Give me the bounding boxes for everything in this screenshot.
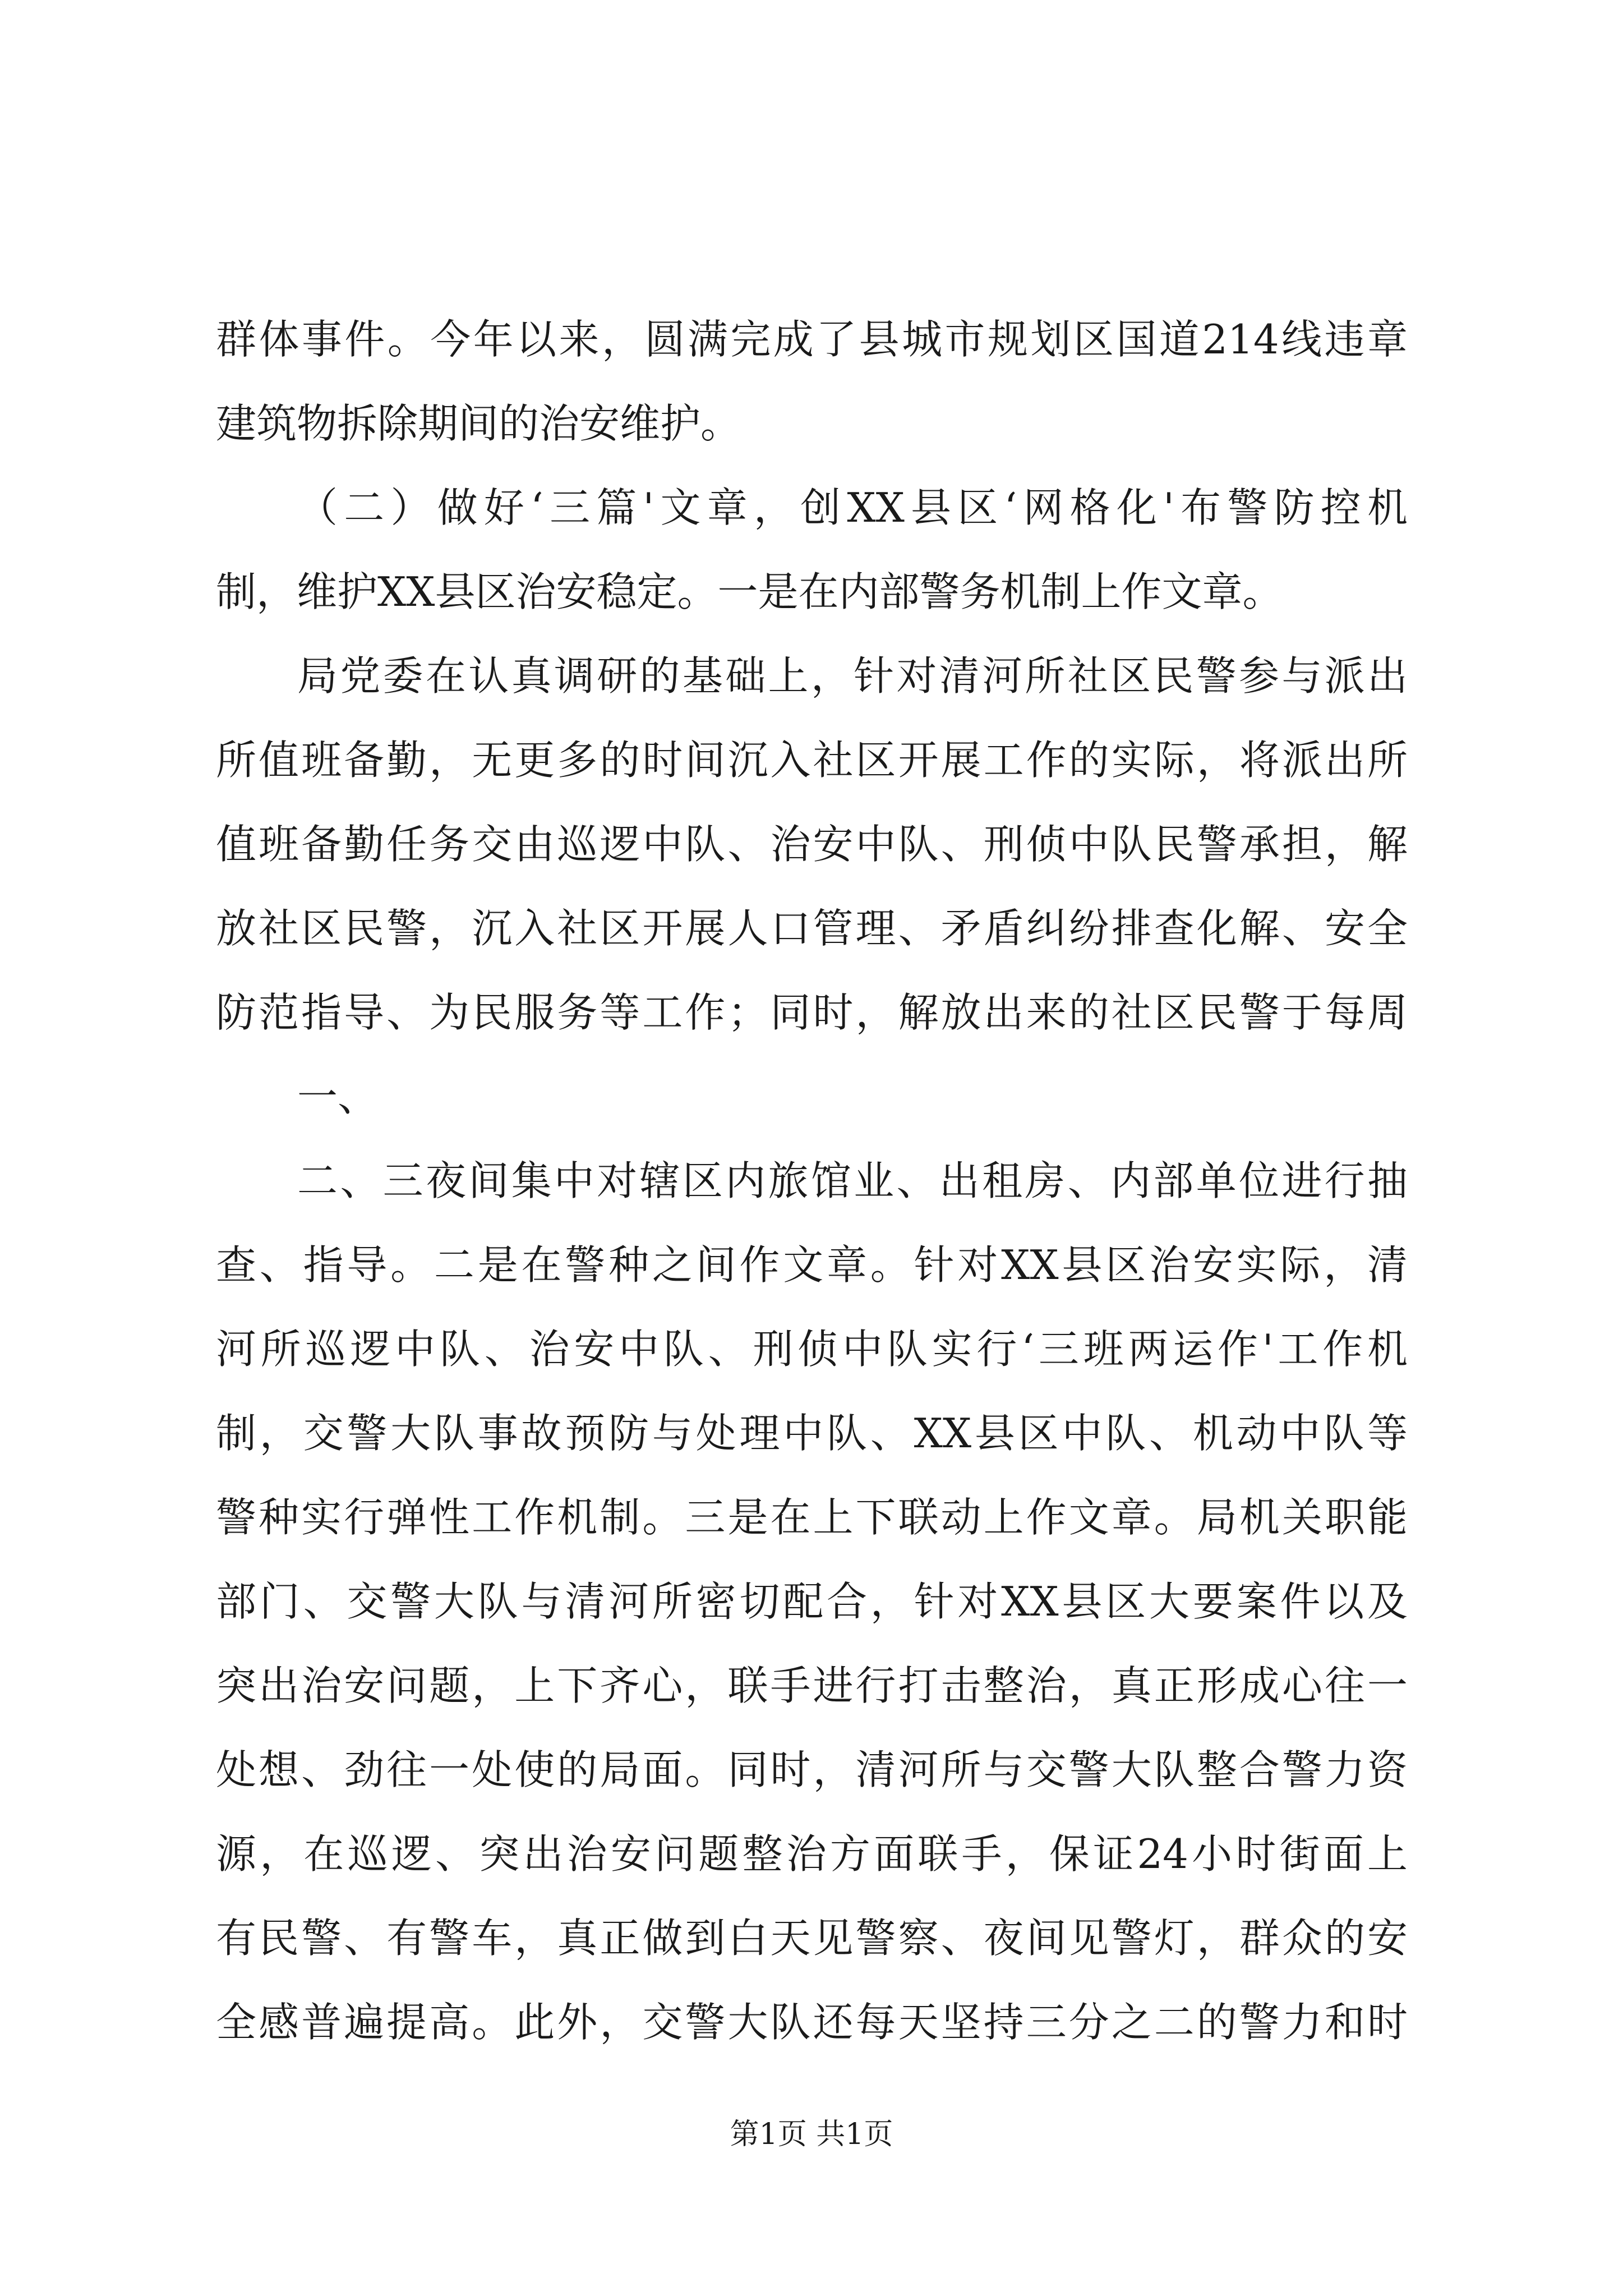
body-text <box>216 297 1408 2064</box>
text-line: 局党委在认真调研的基础上，针对清河所社区民警参与派出 <box>297 652 1408 700</box>
text-line: 部门、交警大队与清河所密切配合，针对XX县区大要案件以及 <box>216 1578 1408 1625</box>
text-line: 群体事件。今年以来，圆满完成了县城市规划区国道214线违章 <box>216 316 1408 363</box>
text-line: 突出治安问题，上下齐心，联手进行打击整治，真正形成心往一 <box>216 1662 1408 1709</box>
text-line: 全感普遍提高。此外，交警大队还每天坚持三分之二的警力和时 <box>216 1999 1408 2046</box>
text-line: （二）做好‘三篇'文章，创XX县区‘网格化'布警防控机 <box>297 484 1408 531</box>
text-line: 一、 <box>297 1073 379 1120</box>
text-line: 建筑物拆除期间的治安维护。 <box>216 400 741 447</box>
text-line: 有民警、有警车，真正做到白天见警察、夜间见警灯，群众的安 <box>216 1915 1408 1962</box>
text-line: 处想、劲往一处使的局面。同时，清河所与交警大队整合警力资 <box>216 1746 1408 1793</box>
text-line: 所值班备勤，无更多的时间沉入社区开展工作的实际，将派出所 <box>216 737 1408 784</box>
text-line: 放社区民警，沉入社区开展人口管理、矛盾纠纷排查化解、安全 <box>216 905 1408 952</box>
text-line: 制，维护XX县区治安稳定。一是在内部警务机制上作文章。 <box>216 568 1283 615</box>
text-line: 警种实行弹性工作机制。三是在上下联动上作文章。局机关职能 <box>216 1494 1408 1541</box>
text-line: 防范指导、为民服务等工作；同时，解放出来的社区民警于每周 <box>216 989 1408 1036</box>
text-line: 河所巡逻中队、治安中队、刑侦中队实行‘三班两运作'工作机 <box>216 1326 1408 1373</box>
text-line: 制，交警大队事故预防与处理中队、XX县区中队、机动中队等 <box>216 1410 1408 1457</box>
text-line: 源，在巡逻、突出治安问题整治方面联手，保证24小时街面上 <box>216 1830 1408 1878</box>
text-line: 查、指导。二是在警种之间作文章。针对XX县区治安实际，清 <box>216 1241 1408 1289</box>
text-line: 二、三夜间集中对辖区内旅馆业、出租房、内部单位进行抽 <box>297 1157 1408 1204</box>
text-line: 值班备勤任务交由巡逻中队、治安中队、刑侦中队民警承担，解 <box>216 821 1408 868</box>
page-footer: 第1页 共1页 <box>730 2118 893 2151</box>
